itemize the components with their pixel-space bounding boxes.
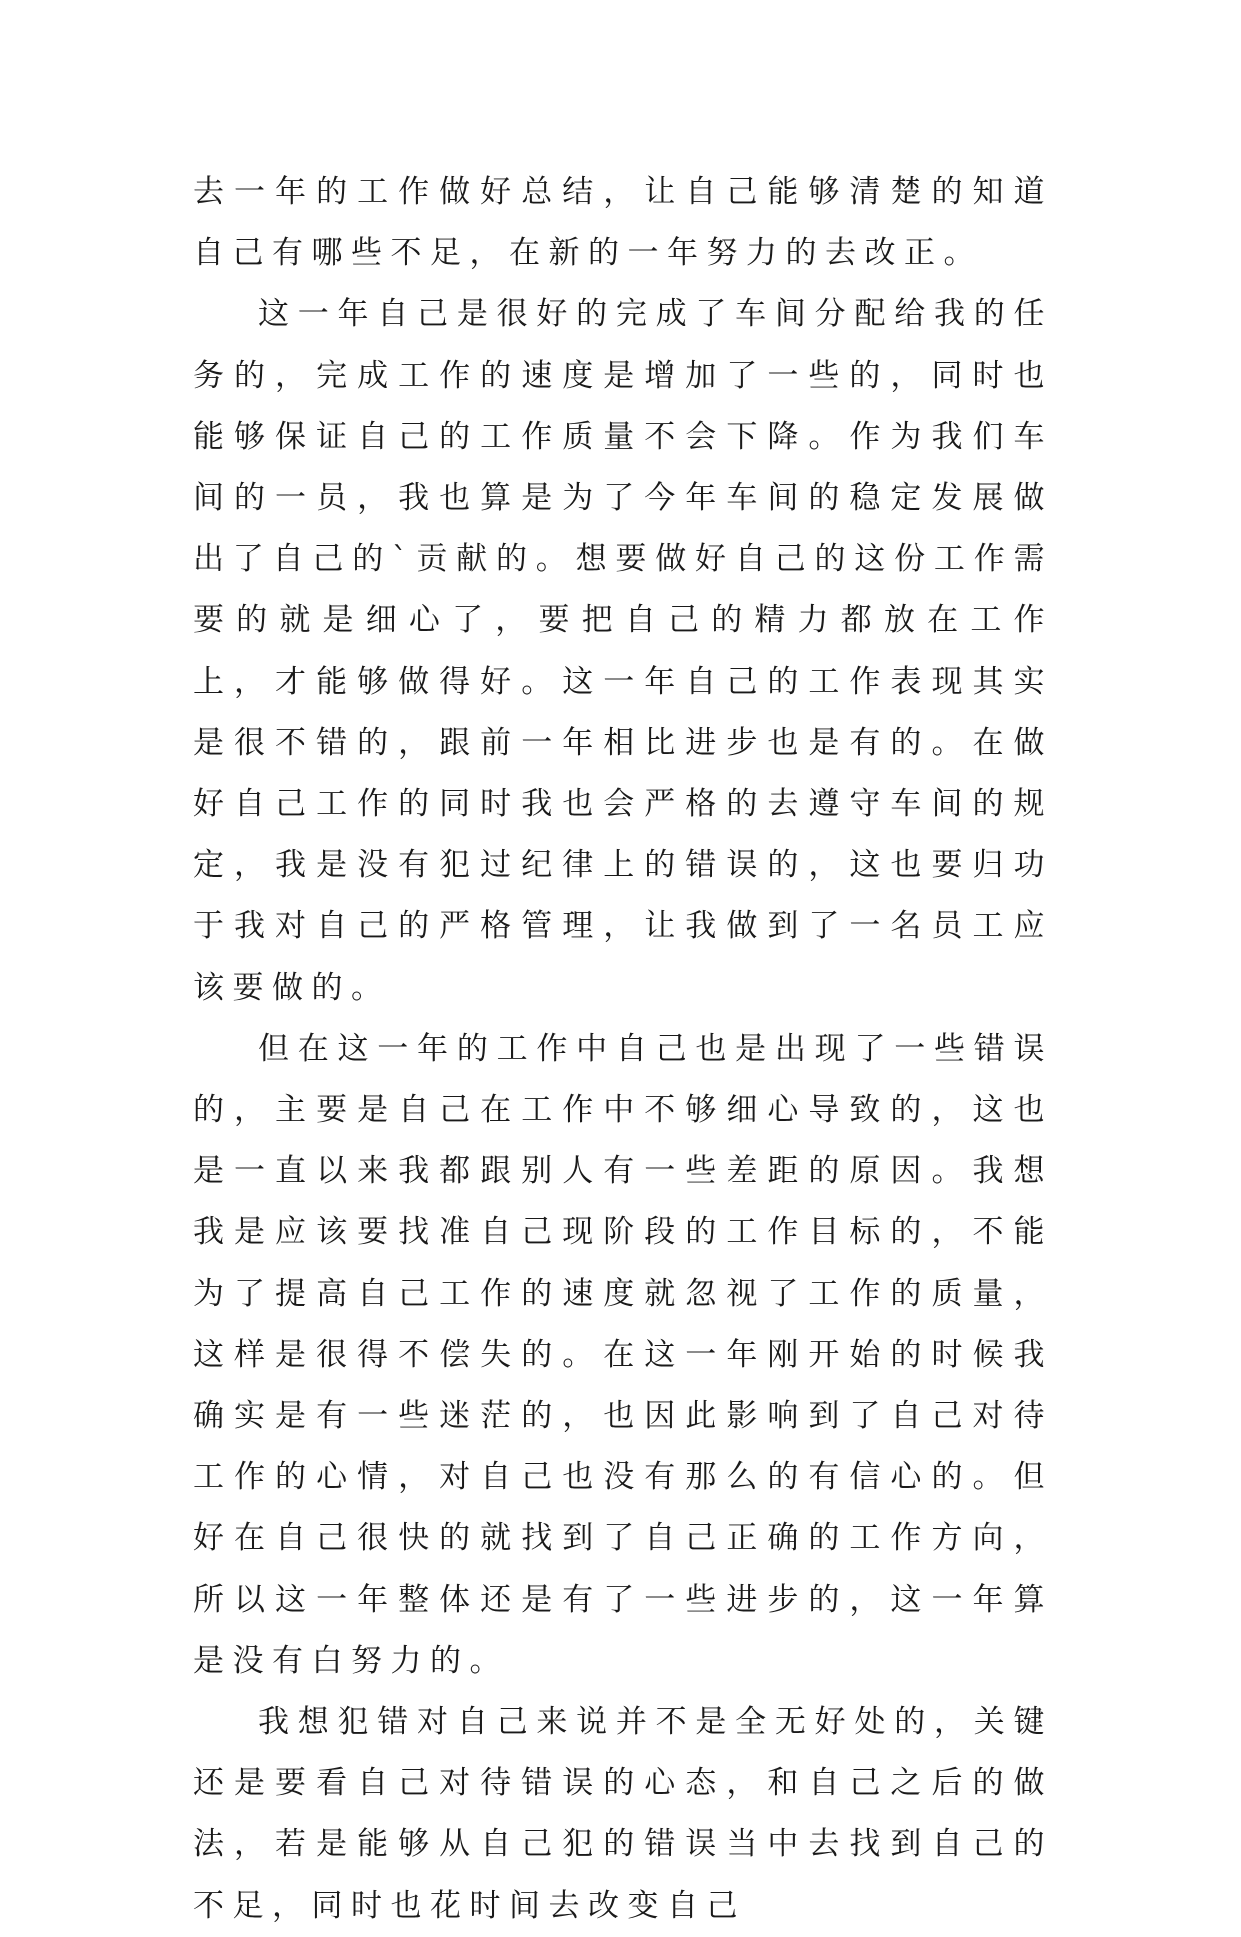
- paragraph-continuation: 去一年的工作做好总结，让自己能够清楚的知道自己有哪些不足，在新的一年努力的去改正。: [193, 174, 1053, 272]
- paragraph: 我想犯错对自己来说并不是全无好处的，关键还是要看自己对待错误的心态，和自己之后的做法，若是能够从自己犯的错误当中去找到自己的不足，同时也花时间去改变自己: [193, 1704, 1053, 1924]
- paragraph: 这一年自己是很好的完成了车间分配给我的任务的，完成工作的速度是增加了一些的，同时也能够保证自己的工作质量不会下降。作为我们车间的一员，我也算是为了今年车间的稳定发展做出了自己的`贡献的。想要做好自己的这份工作需要的就是细心了，要把自己的精力都放在工作上，才能够做得好。这一年自己的工作表现其实是很不错的，跟前一年相比进步也是有的。在做好自己工作的同时我也会严格的去遵守车间的规定，我是没有犯过纪律上的错误的，这也要归功于我对自己的严格管理，让我做到了一名员工应该要做的。: [193, 296, 1053, 1006]
- paragraph: 但在这一年的工作中自己也是出现了一些错误的，主要是自己在工作中不够细心导致的，这也是一直以来我都跟别人有一些差距的原因。我想我是应该要找准自己现阶段的工作目标的，不能为了提高自己工作的速度就忽视了工作的质量，这样是很得不偿失的。在这一年刚开始的时候我确实是有一些迷茫的，也因此影响到了自己对待工作的心情，对自己也没有那么的有信心的。但好在自己很快的就找到了自己正确的工作方向，所以这一年整体还是有了一些进步的，这一年算是没有白努力的。: [193, 1030, 1053, 1679]
- document-body: [193, 162, 1053, 1937]
